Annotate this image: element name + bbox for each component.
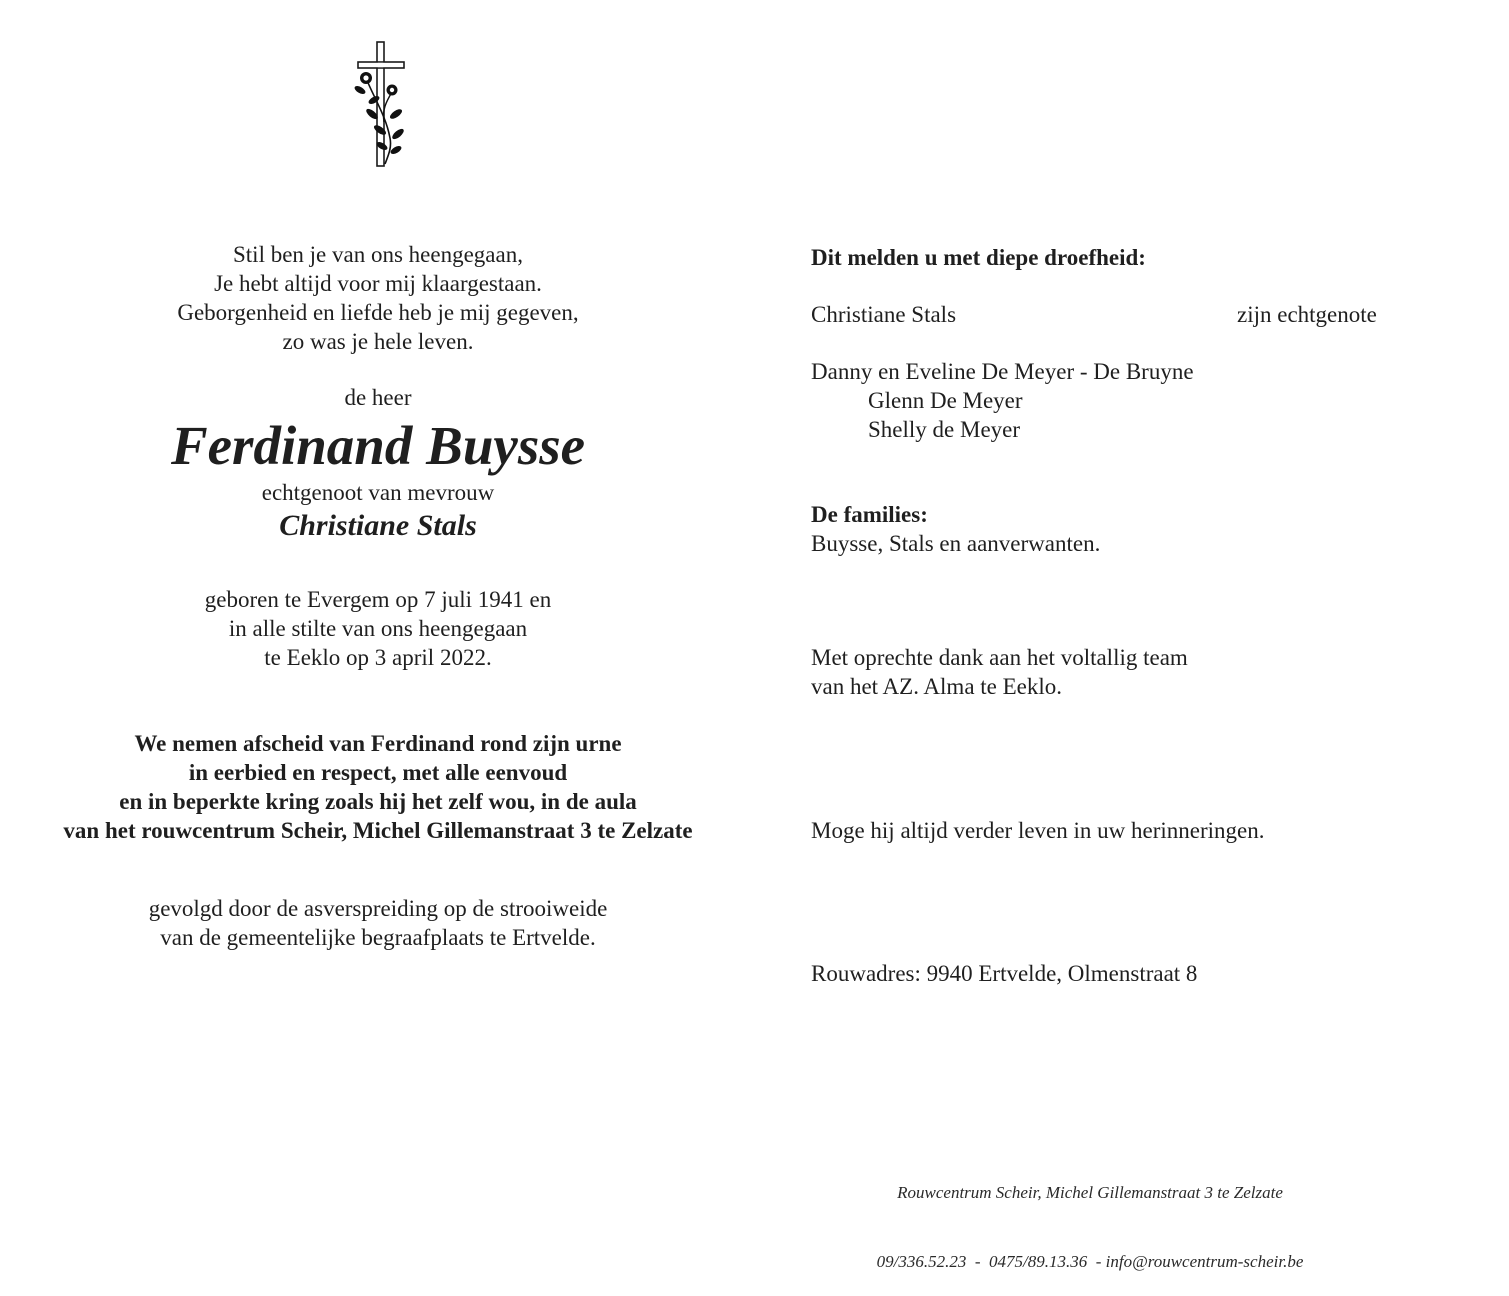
memorial-poem: [0, 240, 756, 356]
farewell-line: van het rouwcentrum Scheir, Michel Gillemanstraat 3 te Zelzate: [63, 818, 693, 843]
grandchild-item: Glenn De Meyer: [868, 388, 1023, 413]
funeral-home-footer: [800, 1135, 1380, 1296]
poem-line: Geborgenheid en liefde heb je mij gegeven,: [177, 300, 579, 325]
poem-line: Stil ben je van ons heengegaan,: [233, 242, 523, 267]
footer-line: Rouwcentrum Scheir, Michel Gillemanstraat 3 te Zelzate: [897, 1183, 1283, 1202]
deceased-name: Ferdinand Buysse: [170, 415, 586, 476]
families-text: Buysse, Stals en aanverwanten.: [811, 531, 1101, 556]
announcement-heading: Dit melden u met diepe droefheid:: [811, 245, 1146, 270]
grandchild-item: Shelly de Meyer: [868, 417, 1021, 442]
scattering-line: gevolgd door de asverspreiding op de strooiweide: [148, 896, 608, 921]
farewell-notice: [0, 729, 756, 845]
families-heading: De families:: [811, 502, 928, 527]
thanks-line: Met oprechte dank aan het voltallig team: [811, 645, 1188, 670]
scattering-line: van de gemeentelijke begraafplaats te Ertvelde.: [160, 925, 596, 950]
spouse-intro: echtgenoot van mevrouw: [261, 480, 495, 505]
poem-line: zo was je hele leven.: [282, 329, 474, 354]
children-list: [811, 357, 1411, 444]
farewell-line: in eerbied en respect, met alle eenvoud: [188, 760, 568, 785]
spouse-entry: [811, 300, 1411, 329]
birth-death-line: te Eeklo op 3 april 2022.: [264, 645, 492, 670]
birth-death-details: [0, 585, 756, 672]
families-section: [811, 500, 1411, 558]
children-parents: Danny en Eveline De Meyer - De Bruyne: [811, 359, 1194, 384]
spouse-entry-name: Christiane Stals: [811, 302, 957, 327]
memory-note: Moge hij altijd verder leven in uw herinneringen.: [811, 818, 1265, 843]
thanks-note: [811, 643, 1411, 701]
ash-scattering-notice: [0, 894, 756, 952]
spouse-name: Christiane Stals: [279, 509, 477, 542]
poem-line: Je hebt altijd voor mij klaargestaan.: [214, 271, 542, 296]
honorific: de heer: [344, 385, 412, 410]
footer-contact-line: 09/336.52.23 - 0475/89.13.36 - info@rouwcentrum-scheir.be: [876, 1252, 1304, 1271]
birth-death-line: geboren te Evergem op 7 juli 1941 en: [204, 587, 552, 612]
spouse-entry-relation: zijn echtgenote: [1237, 302, 1377, 327]
farewell-line: en in beperkte kring zoals hij het zelf wou, in de aula: [119, 789, 637, 814]
thanks-line: van het AZ. Alma te Eeklo.: [811, 674, 1063, 699]
mourning-address: Rouwadres: 9940 Ertvelde, Olmenstraat 8: [811, 961, 1198, 986]
cross-with-roses-icon: [352, 38, 412, 170]
birth-death-line: in alle stilte van ons heengegaan: [228, 616, 528, 641]
farewell-line: We nemen afscheid van Ferdinand rond zijn urne: [134, 731, 622, 756]
